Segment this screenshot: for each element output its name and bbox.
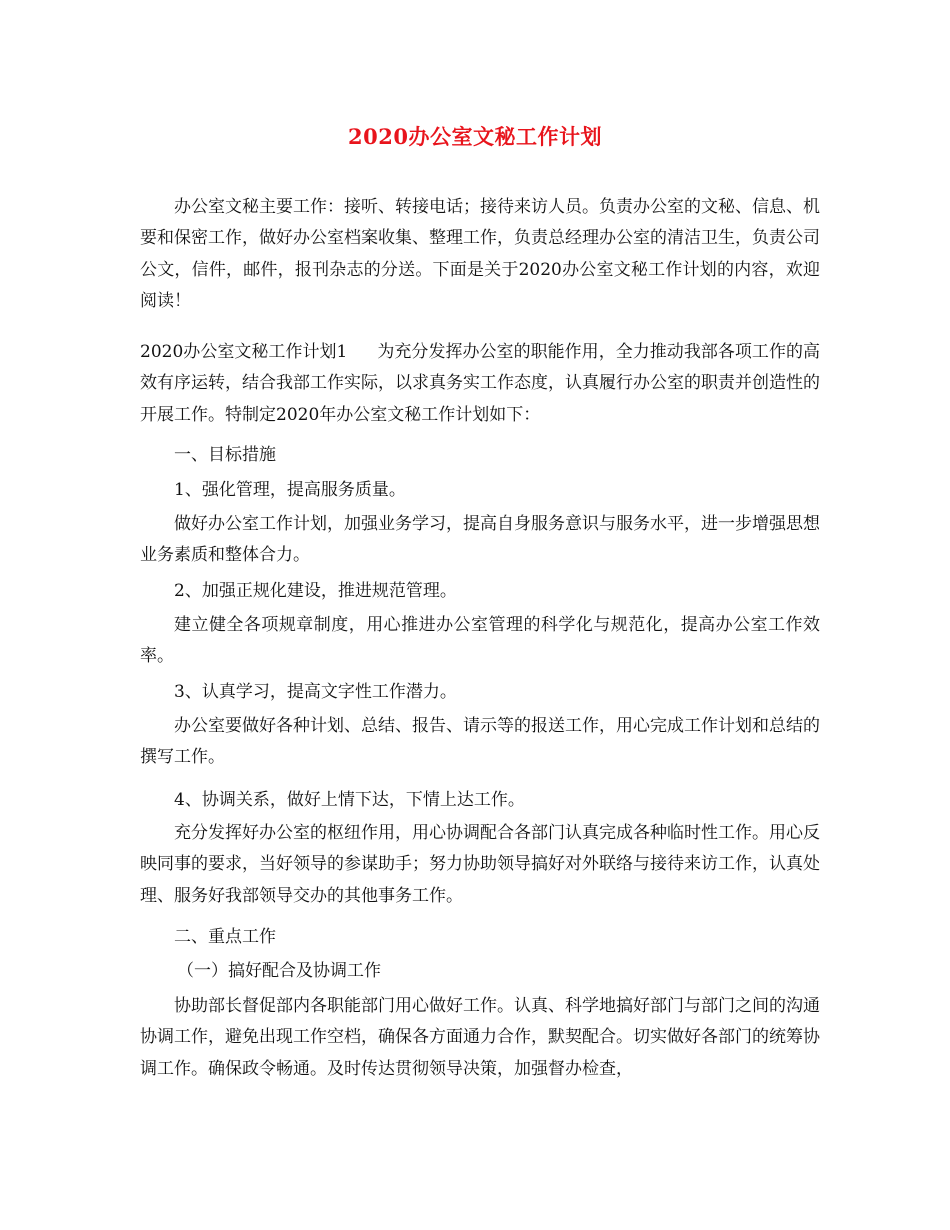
- item1-heading: 1、强化管理，提高服务质量。: [174, 480, 406, 500]
- sub1-body: 协助部长督促部内各职能部门用心做好工作。认真、科学地搞好部门与部门之间的沟通协调工作，避免出现工作空档，确保各方面通力合作，默契配合。切实做好各部门的统筹协调工作。确保政令畅通。及时传达贯彻领导决策，加强督办检查，: [140, 996, 820, 1079]
- item3-body: 办公室要做好各种计划、总结、报告、请示等的报送工作，用心完成工作计划和总结的撰写工作。: [140, 716, 820, 768]
- item4-body: 充分发挥好办公室的枢纽作用，用心协调配合各部门认真完成各种临时性工作。用心反映同事的要求，当好领导的参谋助手；努力协助领导搞好对外联络与接待来访工作，认真处理、服务好我部领导交办的其他事务工作。: [140, 823, 820, 906]
- intro-paragraph: 办公室文秘主要工作：接听、转接电话；接待来访人员。负责办公室的文秘、信息、机要和保密工作，做好办公室档案收集、整理工作，负责总经理办公室的清洁卫生，负责公司公文，信件，邮件，报刊杂志的分送。下面是关于2020办公室文秘工作计划的内容，欢迎阅读！: [140, 197, 820, 312]
- sub1-heading: （一）搞好配合及协调工作: [177, 961, 381, 981]
- document-title: 2020办公室文秘工作计划: [348, 124, 602, 149]
- item1-body: 做好办公室工作计划，加强业务学习，提高自身服务意识与服务水平，进一步增强思想业务素质和整体合力。: [140, 514, 820, 566]
- item3-heading: 3、认真学习，提高文字性工作潜力。: [174, 682, 457, 702]
- section1-heading: 一、目标措施: [174, 445, 276, 465]
- item2-heading: 2、加强正规化建设，推进规范管理。: [174, 581, 457, 601]
- item4-heading: 4、协调关系，做好上情下达，下情上达工作。: [174, 790, 525, 810]
- plan-paragraph: [140, 337, 820, 431]
- plan-heading: 2020办公室文秘工作计划1: [140, 342, 348, 362]
- section2-heading: 二、重点工作: [174, 927, 276, 947]
- item2-body: 建立健全各项规章制度，用心推进办公室管理的科学化与规范化，提高办公室工作效率。: [140, 615, 820, 667]
- plan-intro: 为充分发挥办公室的职能作用，全力推动我部各项工作的高效有序运转，结合我部工作实际，以求真务实工作态度，认真履行办公室的职责并创造性的开展工作。特制定2020年办公室文秘工作计划如下：: [140, 342, 820, 425]
